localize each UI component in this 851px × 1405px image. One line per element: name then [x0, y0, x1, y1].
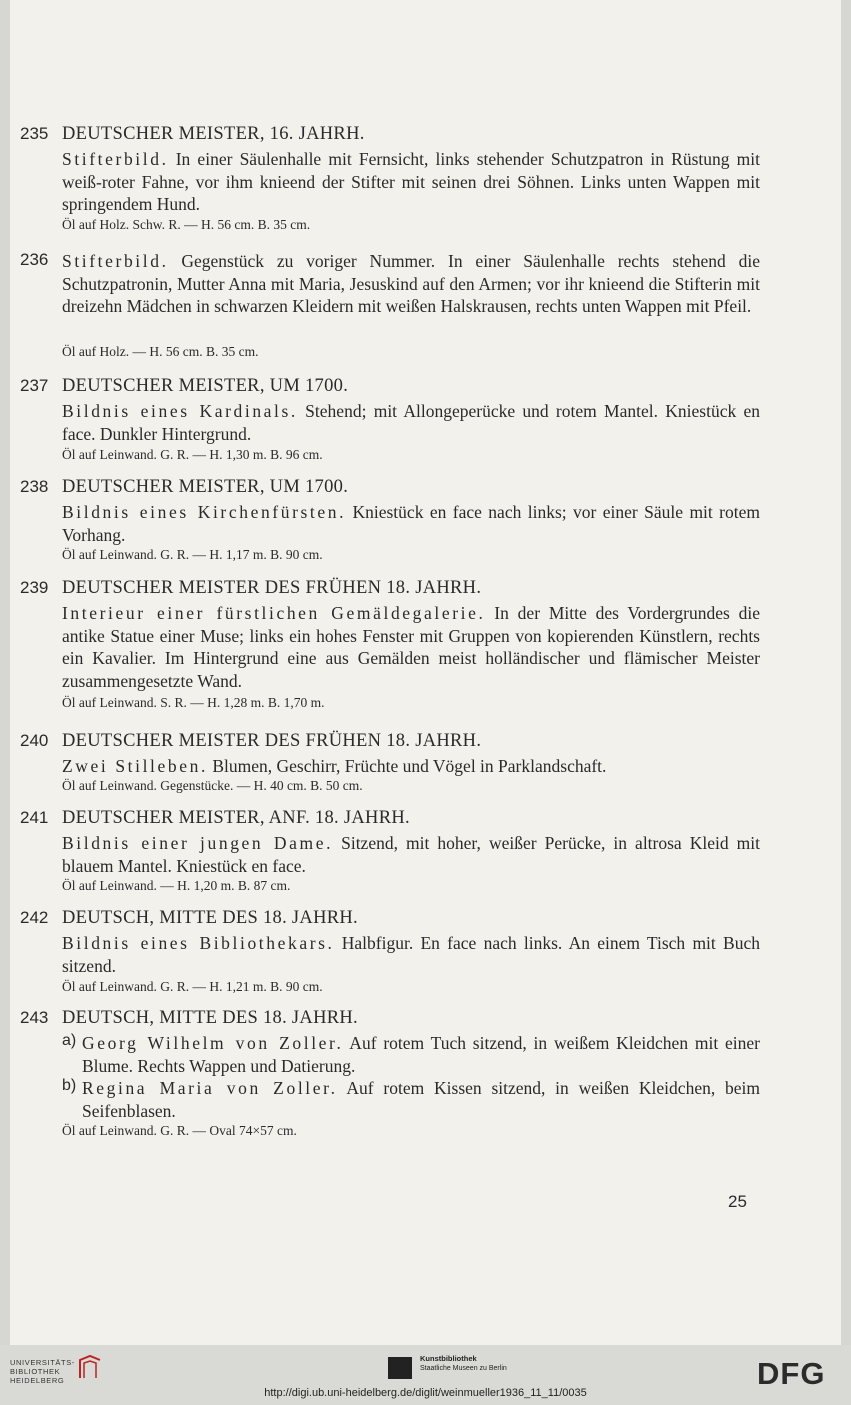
entry-text: In der Mitte des Vordergrundes die antike Statue einer Muse; links ein hohes Fenster mit Gruppen von kopierenden Künstlern, rechts ein Kavalier. Im Hintergrund eine aus Gemälden meist holländischer und flämischer Meister zusammengesetzte Wand.: [62, 603, 761, 691]
entry-text: Sitzend, mit hoher, weißer Perücke, in altrosa Kleid mit blauem Mantel. Kniestück en face.: [62, 833, 760, 876]
entry-heading: DEUTSCHER MEISTER, UM 1700.: [62, 376, 349, 396]
subitem-description: [82, 1032, 760, 1077]
subitem-label: b): [62, 1077, 77, 1094]
entry-description: [62, 602, 760, 692]
entry-number: 235: [20, 124, 49, 143]
entry-meta: Öl auf Leinwand. — H. 1,20 m. B. 87 cm.: [62, 878, 291, 893]
entry-heading: DEUTSCHER MEISTER, ANF. 18. JAHRH.: [62, 808, 410, 828]
entry-meta: Öl auf Leinwand. Gegenstücke. — H. 40 cm. B. 50 cm.: [62, 778, 363, 793]
entry-number: 240: [20, 731, 49, 750]
entry-description: [62, 832, 760, 877]
catalog-page: [10, 0, 841, 1345]
entry-meta: Öl auf Leinwand. G. R. — H. 1,30 m. B. 96 cm.: [62, 447, 323, 462]
entry-text: Stehend; mit Allongeperücke und rotem Mantel. Kniestück en face. Dunkler Hintergrund.: [62, 401, 761, 444]
entry-meta: Öl auf Leinwand. G. R. — Oval 74×57 cm.: [62, 1123, 297, 1138]
entry-heading: DEUTSCHER MEISTER DES FRÜHEN 18. JAHRH.: [62, 731, 482, 751]
university-library-name: UNIVERSITÄTS- BIBLIOTHEK HEIDELBERG: [10, 1358, 75, 1385]
entry-text: In einer Säulenhalle mit Fernsicht, links stehender Schutzpatron in Rüstung mit weiß-roter Fahne, vor ihm knieend der Stifter mit seinen drei Söhnen. Links unten Wappen mit springendem Hund.: [62, 149, 760, 214]
university-library-logo-icon: [78, 1354, 102, 1380]
library-subtitle: Staatliche Museen zu Berlin: [420, 1365, 507, 1372]
library-name: Kunstbibliothek: [420, 1354, 477, 1363]
entry-text: Halbfigur. En face nach links. An einem Tisch mit Buch sitzend.: [62, 933, 760, 976]
entry-description: [62, 400, 760, 445]
kunstbibliothek-logo-icon: [388, 1357, 412, 1379]
entry-number: 239: [20, 578, 49, 597]
entry-meta: Öl auf Leinwand. G. R. — H. 1,17 m. B. 90 cm.: [62, 547, 323, 562]
entry-meta: Öl auf Holz. Schw. R. — H. 56 cm. B. 35 cm.: [62, 217, 311, 232]
permalink-url[interactable]: http://digi.ub.uni-heidelberg.de/diglit/weinmueller1936_11_11/0035: [264, 1387, 587, 1399]
entry-heading: DEUTSCH, MITTE DES 18. JAHRH.: [62, 1008, 358, 1028]
subitem-text: Auf rotem Tuch sitzend, in weißem Kleidchen mit einer Blume. Rechts Wappen und Datierung.: [82, 1033, 760, 1076]
entry-meta: Öl auf Leinwand. G. R. — H. 1,21 m. B. 90 cm.: [62, 979, 323, 994]
subitem-description: [82, 1077, 760, 1122]
entry-text: Gegenstück zu voriger Nummer. In einer Säulenhalle rechts stehend die Schutzpatronin, Mutter Anna mit Maria, Jesuskind auf den Armen; vor ihr knieend die Stifterin mit dreizehn Mädchen in schwarzen Kleidern mit weißen Halskrausen, rechts unten Wappen mit Pfeil.: [62, 251, 760, 316]
entry-title: Bildnis einer jungen Dame.: [62, 833, 334, 853]
entry-title: Bildnis eines Kardinals.: [62, 401, 298, 421]
kunstbibliothek-label: [420, 1354, 507, 1374]
entry-meta: Öl auf Leinwand. S. R. — H. 1,28 m. B. 1,70 m.: [62, 695, 325, 710]
entry-number: 241: [20, 808, 49, 827]
subitem-title: Georg Wilhelm von Zoller.: [82, 1033, 344, 1053]
entry-text: Blumen, Geschirr, Früchte und Vögel in Parklandschaft.: [207, 756, 607, 776]
subitem-label: a): [62, 1032, 77, 1049]
entry-description: [62, 250, 760, 318]
entry-number: 243: [20, 1008, 49, 1027]
entry-description: [62, 932, 760, 977]
entry-number: 242: [20, 908, 49, 927]
entry-description: [62, 148, 760, 216]
entry-text: Kniestück en face nach links; vor einer Säule mit rotem Vorhang.: [62, 502, 760, 545]
entry-heading: DEUTSCHER MEISTER, 16. JAHRH.: [62, 124, 365, 144]
entry-title: Zwei Stilleben.: [62, 756, 208, 776]
subitem-text: Auf rotem Kissen sitzend, in weißen Kleidchen, beim Seifenblasen.: [82, 1078, 760, 1121]
entry-title: Stifterbild.: [62, 251, 169, 271]
entry-meta: Öl auf Holz. — H. 56 cm. B. 35 cm.: [62, 344, 259, 359]
entry-number: 237: [20, 376, 49, 395]
dfg-logo: DFG: [757, 1356, 826, 1391]
entry-title: Stifterbild.: [62, 149, 169, 169]
entry-number: 236: [20, 250, 49, 269]
entry-description: [62, 501, 760, 546]
entry-description: [62, 755, 760, 778]
entry-title: Interieur einer fürstlichen Gemäldegalerie.: [62, 603, 486, 623]
entry-heading: DEUTSCH, MITTE DES 18. JAHRH.: [62, 908, 358, 928]
entry-heading: DEUTSCHER MEISTER DES FRÜHEN 18. JAHRH.: [62, 578, 482, 598]
viewer-footer: [0, 1345, 851, 1405]
subitem-title: Regina Maria von Zoller.: [82, 1078, 338, 1098]
entry-title: Bildnis eines Kirchenfürsten.: [62, 502, 347, 522]
entry-number: 238: [20, 477, 49, 496]
entry-title: Bildnis eines Bibliothekars.: [62, 933, 335, 953]
entry-heading: DEUTSCHER MEISTER, UM 1700.: [62, 477, 349, 497]
page-number: 25: [728, 1192, 747, 1211]
